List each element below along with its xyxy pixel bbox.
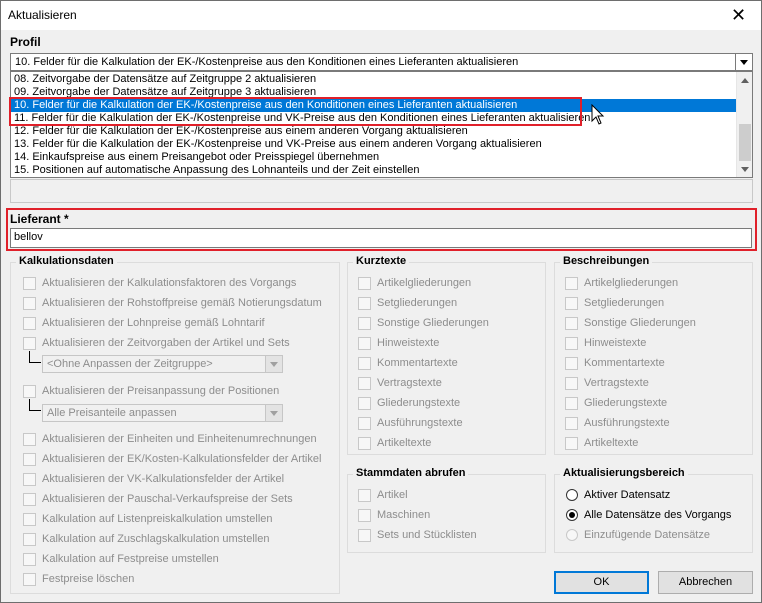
chevron-down-icon[interactable]	[265, 405, 282, 421]
lieferant-label: Lieferant *	[10, 212, 69, 226]
checkbox-lohnpreise[interactable]: Aktualisieren der Lohnpreise gemäß Lohntarif	[23, 316, 265, 330]
checkbox-stammdaten[interactable]: Sets und Stücklisten	[358, 528, 477, 542]
tree-connector	[29, 399, 41, 411]
checkbox-einheiten[interactable]: Aktualisieren der Einheiten und Einheitenumrechnungen	[23, 432, 317, 446]
zeitgruppe-combobox[interactable]: <Ohne Anpassen der Zeitgruppe>	[42, 355, 283, 373]
checkbox-beschreibung[interactable]: Sonstige Gliederungen	[565, 316, 696, 330]
checkbox-beschreibung[interactable]: Kommentartexte	[565, 356, 665, 370]
checkbox-kurztext[interactable]: Artikeltexte	[358, 436, 431, 450]
checkbox-beschreibung[interactable]: Hinweistexte	[565, 336, 646, 350]
checkbox-kurztext[interactable]: Hinweistexte	[358, 336, 439, 350]
group-legend: Beschreibungen	[560, 255, 652, 267]
chevron-down-icon[interactable]	[735, 54, 752, 70]
profil-selected-value: 10. Felder für die Kalkulation der EK-/Kostenpreise aus den Konditionen eines Lieferanten aktualisieren	[15, 56, 519, 68]
list-item-selected[interactable]: 10. Felder für die Kalkulation der EK-/Kostenpreise aus den Konditionen eines Lieferanten aktualisieren	[11, 99, 738, 112]
group-legend: Stammdaten abrufen	[353, 467, 468, 479]
checkbox-listenpreis[interactable]: Kalkulation auf Listenpreiskalkulation umstellen	[23, 512, 273, 526]
checkbox-kurztext[interactable]: Artikelgliederungen	[358, 276, 471, 290]
highlight-list-items	[9, 97, 582, 126]
profil-combobox[interactable]	[10, 53, 753, 71]
cancel-button[interactable]: Abbrechen	[658, 571, 753, 594]
checkbox-kurztext[interactable]: Kommentartexte	[358, 356, 458, 370]
window-title: Aktualisieren	[8, 8, 77, 22]
scroll-down-icon[interactable]	[737, 161, 753, 177]
list-item[interactable]: 14. Einkaufspreise aus einem Preisangebot oder Preisspiegel übernehmen	[14, 151, 380, 163]
list-item[interactable]: 09. Zeitvorgabe der Datensätze auf Zeitgruppe 3 aktualisieren	[14, 86, 317, 98]
checkbox-rohstoffpreise[interactable]: Aktualisieren der Rohstoffpreise gemäß Notierungsdatum	[23, 296, 322, 310]
checkbox-festpreise-loeschen[interactable]: Festpreise löschen	[23, 572, 134, 586]
checkbox-kalkulationsfaktoren[interactable]: Aktualisieren der Kalkulationsfaktoren des Vorgangs	[23, 276, 296, 290]
group-legend: Kalkulationsdaten	[16, 255, 117, 267]
checkbox-beschreibung[interactable]: Artikeltexte	[565, 436, 638, 450]
checkbox-beschreibung[interactable]: Vertragstexte	[565, 376, 649, 390]
checkbox-festpreise[interactable]: Kalkulation auf Festpreise umstellen	[23, 552, 219, 566]
radio-einzufuegende[interactable]: Einzufügende Datensätze	[566, 528, 710, 542]
checkbox-beschreibung[interactable]: Ausführungstexte	[565, 416, 670, 430]
checkbox-kurztext[interactable]: Sonstige Gliederungen	[358, 316, 489, 330]
checkbox-vk-kalkulation[interactable]: Aktualisieren der VK-Kalkulationsfelder der Artikel	[23, 472, 284, 486]
group-legend: Aktualisierungsbereich	[560, 467, 688, 479]
close-icon[interactable]: ✕	[730, 5, 747, 25]
checkbox-zeitvorgaben[interactable]: Aktualisieren der Zeitvorgaben der Artikel und Sets	[23, 336, 290, 350]
list-item[interactable]: 12. Felder für die Kalkulation der EK-/Kostenpreise aus einem anderen Vorgang aktualisieren	[14, 125, 468, 137]
checkbox-beschreibung[interactable]: Gliederungstexte	[565, 396, 667, 410]
checkbox-kurztext[interactable]: Ausführungstexte	[358, 416, 463, 430]
checkbox-stammdaten[interactable]: Maschinen	[358, 508, 430, 522]
preisanteile-combobox[interactable]: Alle Preisanteile anpassen	[42, 404, 283, 422]
scroll-up-icon[interactable]	[737, 72, 753, 88]
checkbox-stammdaten[interactable]: Artikel	[358, 488, 408, 502]
checkbox-beschreibung[interactable]: Artikelgliederungen	[565, 276, 678, 290]
checkbox-beschreibung[interactable]: Setgliederungen	[565, 296, 664, 310]
radio-aktiver-datensatz[interactable]: Aktiver Datensatz	[566, 488, 670, 502]
list-item[interactable]: 08. Zeitvorgabe der Datensätze auf Zeitgruppe 2 aktualisieren	[14, 73, 317, 85]
checkbox-zuschlag[interactable]: Kalkulation auf Zuschlagskalkulation umstellen	[23, 532, 269, 546]
lieferant-input[interactable]: bellov	[10, 228, 752, 248]
profil-label: Profil	[10, 35, 41, 49]
title-bar	[1, 1, 761, 30]
checkbox-kurztext[interactable]: Vertragstexte	[358, 376, 442, 390]
ok-button[interactable]: OK	[554, 571, 649, 594]
checkbox-kurztext[interactable]: Gliederungstexte	[358, 396, 460, 410]
mouse-cursor-icon	[591, 104, 605, 126]
group-legend: Kurztexte	[353, 255, 409, 267]
list-scrollbar[interactable]	[736, 72, 752, 177]
list-item[interactable]: 15. Positionen auf automatische Anpassung des Lohnanteils und der Zeit einstellen	[14, 164, 420, 176]
tree-connector	[29, 351, 41, 363]
checkbox-ek-kosten[interactable]: Aktualisieren der EK/Kosten-Kalkulationsfelder der Artikel	[23, 452, 321, 466]
chevron-down-icon[interactable]	[265, 356, 282, 372]
radio-alle-datensaetze[interactable]: Alle Datensätze des Vorgangs	[566, 508, 731, 522]
checkbox-kurztext[interactable]: Setgliederungen	[358, 296, 457, 310]
profil-description-box	[10, 179, 753, 203]
checkbox-preisanpassung[interactable]: Aktualisieren der Preisanpassung der Positionen	[23, 384, 279, 398]
scrollbar-thumb[interactable]	[739, 124, 751, 161]
list-item[interactable]: 11. Felder für die Kalkulation der EK-/Kostenpreise und VK-Preise aus den Konditionen eines Lieferanten aktualisieren	[14, 112, 591, 124]
checkbox-pauschal[interactable]: Aktualisieren der Pauschal-Verkaufspreise der Sets	[23, 492, 293, 506]
list-item[interactable]: 13. Felder für die Kalkulation der EK-/Kostenpreise und VK-Preise aus einem anderen Vorgang aktualisieren	[14, 138, 542, 150]
